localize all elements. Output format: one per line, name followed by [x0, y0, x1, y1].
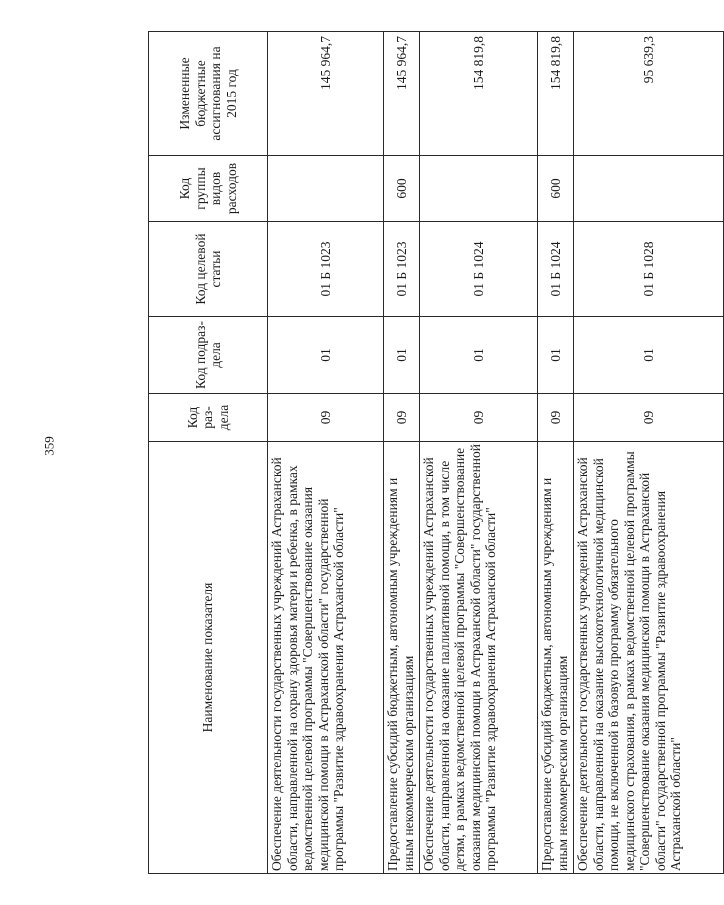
rotated-table-container	[148, 32, 683, 874]
header-razdel: Код раз-дела	[149, 394, 268, 442]
header-vid: Код группы видов расходов	[149, 156, 268, 222]
cell-razdel: 09	[268, 394, 384, 442]
cell-amount: 145 964,7	[384, 32, 420, 156]
header-name: Наименование показателя	[149, 442, 268, 874]
cell-name: Обеспечение деятельности государственных учреждений Астраханской области, направленной на охрану здоровья матери и ребенка, в рамках ведомственной целевой программы "Совершенствование оказания медицинской помощи в Астраханской области" государственной программы "Развитие здравоохранения Астраханской области"	[268, 442, 384, 874]
cell-celevaya: 01 Б 1023	[384, 222, 420, 317]
page-number: 359	[41, 436, 57, 456]
header-celevaya: Код целевой статьи	[149, 222, 268, 317]
cell-razdel: 09	[420, 394, 538, 442]
header-amount: Измененные бюджетные ассигнования на 2015 год	[149, 32, 268, 156]
budget-table	[148, 31, 724, 874]
table-row	[384, 32, 420, 874]
cell-razdel: 09	[384, 394, 420, 442]
cell-vid: 600	[538, 156, 574, 222]
cell-amount: 145 964,7	[268, 32, 384, 156]
cell-podrazdel: 01	[420, 317, 538, 394]
cell-amount: 154 819,8	[420, 32, 538, 156]
header-row	[149, 32, 268, 874]
cell-name: Предоставление субсидий бюджетным, автономным учреждениям и иным некоммерческим организациям	[538, 442, 574, 874]
table-row	[268, 32, 384, 874]
cell-celevaya: 01 Б 1028	[574, 222, 724, 317]
cell-podrazdel: 01	[574, 317, 724, 394]
table-row	[574, 32, 724, 874]
cell-amount: 95 639,3	[574, 32, 724, 156]
header-podrazdel: Код подраз-дела	[149, 317, 268, 394]
cell-vid	[420, 156, 538, 222]
cell-amount: 154 819,8	[538, 32, 574, 156]
cell-name: Предоставление субсидий бюджетным, автономным учреждениям и иным некоммерческим организациям	[384, 442, 420, 874]
cell-vid	[574, 156, 724, 222]
cell-celevaya: 01 Б 1024	[420, 222, 538, 317]
cell-name: Обеспечение деятельности государственных учреждений Астраханской области, направленной на оказание высокотехнологичной медицинской помощи, не включенной в базовую программу обязательного медицинского страхования, в рамках ведомственной целевой программы "Совершенствование оказания медицинской помощи в Астраханской области" государственной программы "Развитие здравоохранения Астраханской области"	[574, 442, 724, 874]
cell-vid	[268, 156, 384, 222]
cell-razdel: 09	[574, 394, 724, 442]
cell-podrazdel: 01	[538, 317, 574, 394]
cell-name: Обеспечение деятельности государственных учреждений Астраханской области, направленной на оказание паллиативной помощи, в том числе детям, в рамках ведомственной целевой программы "Совершенствование оказания медицинской помощи в Астраханской области" государственной программы "Развитие здравоохранения Астраханской области"	[420, 442, 538, 874]
cell-razdel: 09	[538, 394, 574, 442]
cell-podrazdel: 01	[268, 317, 384, 394]
table-row	[420, 32, 538, 874]
cell-podrazdel: 01	[384, 317, 420, 394]
table-row	[538, 32, 574, 874]
cell-celevaya: 01 Б 1024	[538, 222, 574, 317]
cell-vid: 600	[384, 156, 420, 222]
cell-celevaya: 01 Б 1023	[268, 222, 384, 317]
